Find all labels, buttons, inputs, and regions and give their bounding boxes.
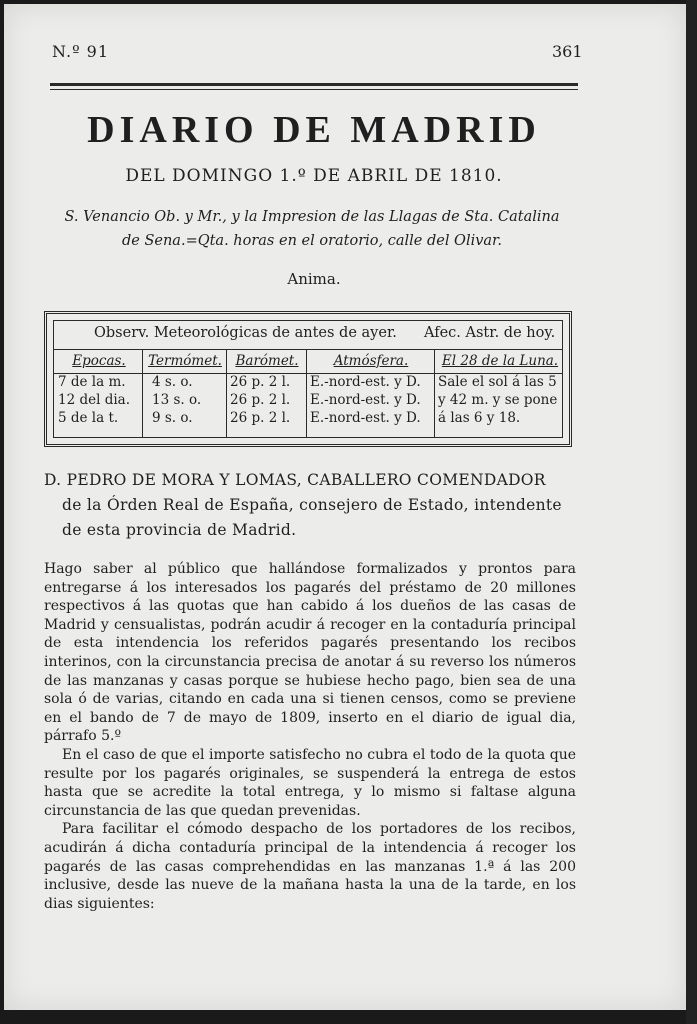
table-cell: 26 p. 2 l. [230, 374, 291, 390]
scan-edge [686, 0, 697, 1024]
astro-title: Afec. Astr. de hoy. [424, 325, 556, 341]
table-cell: y 42 m. y se pone [438, 392, 558, 408]
paragraph: En el caso de que el importe satisfecho no cubra el todo de la quota que resulte por los pagarés originales, se suspenderá la entrega de estos hasta que se acredite la total entrega, y lo mismo si faltase alguna circunstancia de las que quedan prevenidas. [44, 746, 576, 819]
column-header: Epocas. [72, 353, 126, 369]
table-cell: E.-nord-est. y D. [310, 392, 421, 408]
paragraph: Hago saber al público que hallándose formalizados y prontos para entregarse á los interesados los pagarés del préstamo de 20 millones respectivos á las quotas que han cabido á los dueños de las casas de Madrid y censualistas, podrán acudir á recoger en la contaduría principal de esta intendencia los referidos pagarés presentando los recibos interinos, con la circunstancia precisa de anotar á su reverso los números de las manzanas y casas porque se hubiese hecho pago, bien sea de una sola ó de varias, citando en cada una si tienen censos, como se previene en el bando de 7 de mayo de 1809, inserto en el diario de igual dia, párrafo 5.º [44, 561, 576, 745]
table-cell: 9 s. o. [152, 410, 193, 426]
table-cell: á las 6 y 18. [438, 410, 521, 426]
column-barometro [230, 349, 304, 437]
column-header: Barómet. [235, 353, 299, 369]
table-cell: 5 de la t. [58, 410, 119, 426]
masthead-title: DIARIO DE MADRID [87, 109, 541, 151]
notice-heading-title: de la Órden Real de España, consejero de Estado, intendente de esta provincia de Madrid. [62, 496, 562, 539]
anima-line: Anima. [287, 270, 341, 288]
page-number: 361 [552, 42, 583, 61]
header-rule [50, 83, 578, 86]
column-header: El 28 de la Luna. [441, 353, 559, 369]
table-cell: E.-nord-est. y D. [310, 410, 421, 426]
paragraph: Para facilitar el cómodo despacho de los portadores de los recibos, acudirán á dicha contaduría principal de la intendencia á recoger los pagarés de las casas comprehendidas en las manzanas 1.ª á las 200 inclusive, desde las nueve de la mañana hasta la una de la tarde, en los dias siguientes: [44, 821, 576, 912]
notice-heading-name: D. PEDRO DE MORA Y LOMAS, CABALLERO COMENDADOR [44, 471, 546, 489]
table-cell: Sale el sol á las 5 [438, 374, 557, 390]
column-divider [434, 349, 435, 437]
column-epocas [58, 349, 140, 437]
saints-of-day: S. Venancio Ob. y Mr., y la Impresion de las Llagas de Sta. Catalina de Sena.=Qta. horas en el oratorio, calle del Olivar. [64, 209, 560, 249]
column-atmosfera [310, 349, 432, 437]
column-divider [142, 349, 143, 437]
weather-table [44, 311, 572, 447]
table-cell: E.-nord-est. y D. [310, 374, 421, 390]
column-divider [306, 349, 307, 437]
table-cell: 26 p. 2 l. [230, 392, 291, 408]
notice-heading [44, 468, 584, 543]
table-cell: 4 s. o. [152, 374, 193, 390]
column-header: Atmósfera. [333, 353, 409, 369]
issue-date: DEL DOMINGO 1.º DE ABRIL DE 1810. [125, 166, 503, 186]
issue-number: N.º 91 [52, 42, 110, 61]
header-rule-thin [50, 89, 578, 90]
table-cell: 13 s. o. [152, 392, 202, 408]
column-divider [226, 349, 227, 437]
table-cell: 12 del dia. [58, 392, 131, 408]
notice-body [44, 560, 576, 913]
table-cell: 26 p. 2 l. [230, 410, 291, 426]
column-luna [438, 349, 562, 437]
table-cell: 7 de la m. [58, 374, 126, 390]
column-header: Termómet. [148, 353, 222, 369]
column-termometro [146, 349, 224, 437]
weather-title: Observ. Meteorológicas de antes de ayer. [94, 325, 397, 341]
